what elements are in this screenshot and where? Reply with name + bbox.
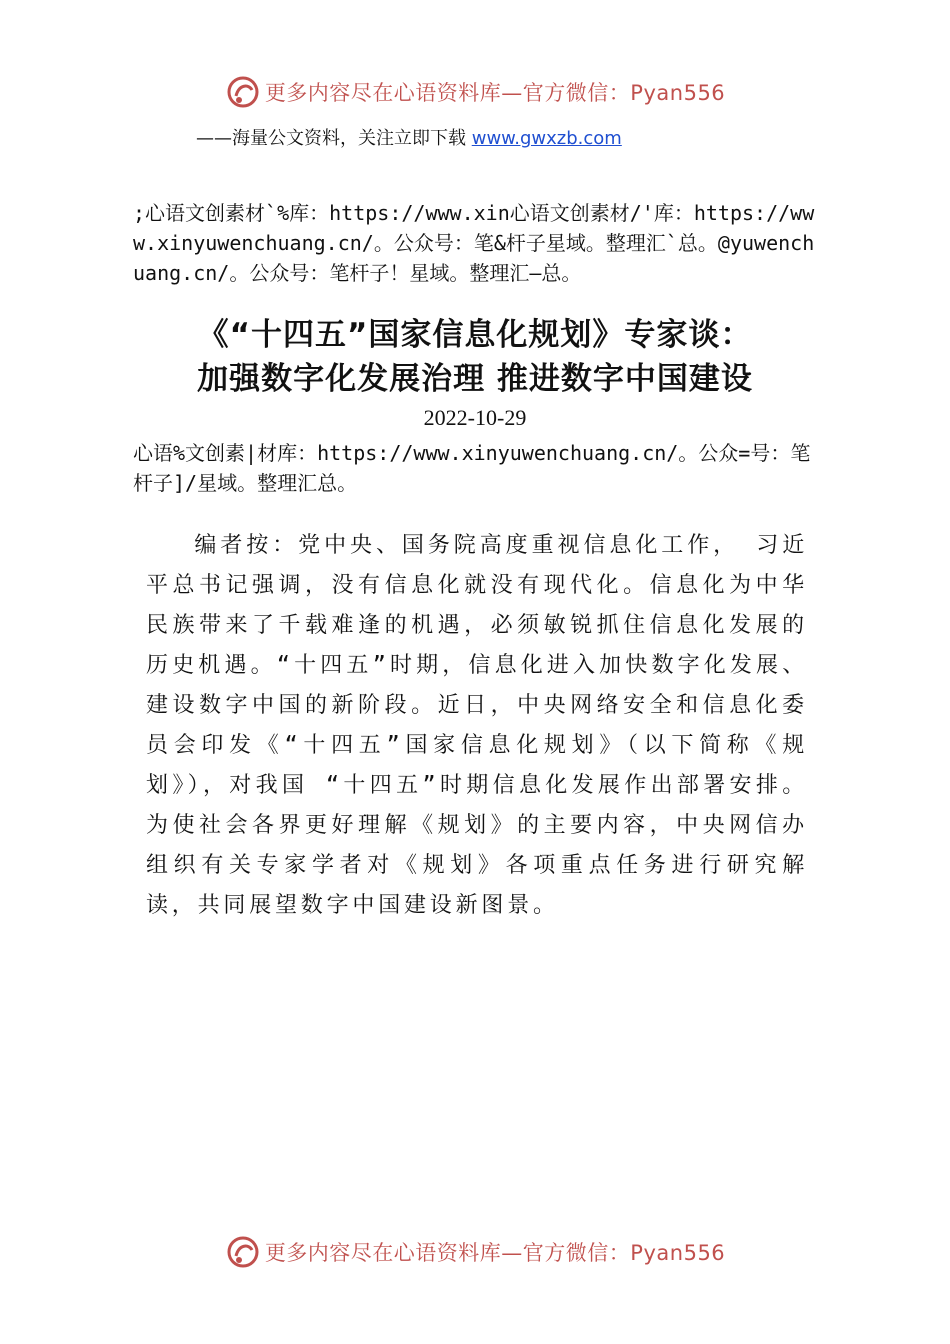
editor-note-paragraph: 编者按：党中央、国务院高度重视信息化工作， 习近平总书记强调，没有信息化就没有现代化。信息化为中华民族带来了千载难逢的机遇，必须敏锐抓住信息化发展的历史机遇。“十四五”时期，信息化进入加快数字化发展、建设数字中国的新阶段。近日，中央网络安全和信息化委员会印发《“十四五”国家信息化规划》（以下简称《规划》），对我国 “十四五”时期信息化发展作出部署安排。为使社会各界更好理解《规划》的主要内容，中央网信办组织有关专家学者对《规划》各项重点任务进行研究解读，共同展望数字中国建设新图景。 xyxy=(146,533,808,918)
header-banner xyxy=(0,72,950,112)
brand-logo-icon xyxy=(225,1234,261,1270)
watermark-text-mid: 心语%文创素|材库：https://www.xinyuwenchuang.cn/。公众=号：笔杆子]/星域。整理汇总。 xyxy=(133,441,811,495)
sub-banner-text: ——海量公文资料，关注立即下载 xyxy=(196,128,472,149)
footer-banner-text: 更多内容尽在心语资料库—官方微信：Pyan556 xyxy=(264,1241,726,1265)
footer-banner xyxy=(0,1232,950,1272)
document-title-line1: 《“十四五”国家信息化规划》专家谈： xyxy=(197,317,753,353)
sub-banner xyxy=(196,124,622,150)
site-link[interactable]: www.gwxzb.com xyxy=(471,128,622,149)
publish-date: 2022-10-29 xyxy=(423,405,527,430)
watermark-text-top: ;心语文创素材`%库：https://www.xin心语文创素材/'库：https://www.xinyuwenchuang.cn/。公众号：笔&杆子星域。整理汇`总。@yuwenchuang.cn/。公众号：笔杆子！星域。整理汇—总。 xyxy=(133,201,815,285)
brand-logo-icon xyxy=(225,74,261,110)
header-banner-text: 更多内容尽在心语资料库—官方微信：Pyan556 xyxy=(264,81,726,105)
document-title-line2: 加强数字化发展治理 推进数字中国建设 xyxy=(197,361,753,397)
